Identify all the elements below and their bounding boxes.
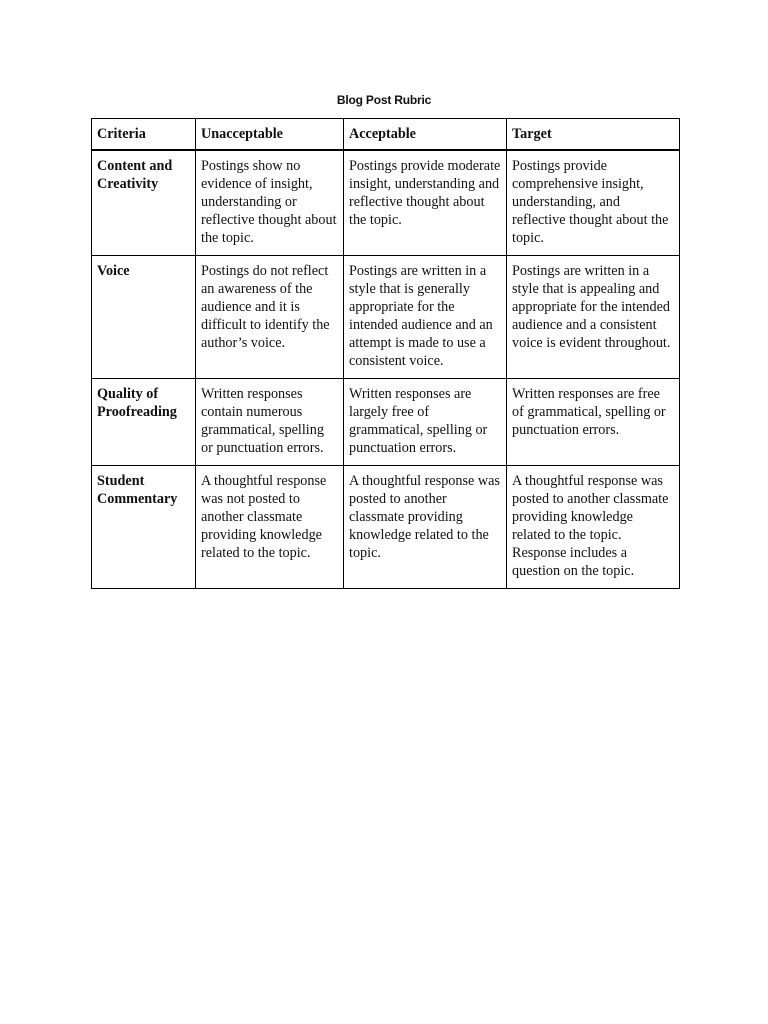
unacceptable-cell: Written responses contain numerous grammatical, spelling or punctuation errors.	[196, 379, 344, 466]
header-acceptable: Acceptable	[344, 119, 507, 151]
target-cell: Postings are written in a style that is appealing and appropriate for the intended audience and a consistent voice is evident throughout.	[507, 256, 680, 379]
acceptable-cell: Written responses are largely free of grammatical, spelling or punctuation errors.	[344, 379, 507, 466]
criteria-cell: Content and Creativity	[92, 150, 196, 256]
table-row	[92, 379, 680, 466]
table-row	[92, 150, 680, 256]
criteria-cell: Student Commentary	[92, 466, 196, 589]
rubric-table	[91, 118, 680, 589]
criteria-cell: Quality of Proofreading	[92, 379, 196, 466]
document-title: Blog Post Rubric	[336, 93, 432, 107]
table-header-row	[92, 119, 680, 151]
table-row	[92, 466, 680, 589]
target-cell: Postings provide comprehensive insight, understanding, and reflective thought about the topic.	[507, 150, 680, 256]
target-cell: Written responses are free of grammatical, spelling or punctuation errors.	[507, 379, 680, 466]
acceptable-cell: Postings provide moderate insight, understanding and reflective thought about the topic.	[344, 150, 507, 256]
unacceptable-cell: Postings do not reflect an awareness of the audience and it is difficult to identify the author’s voice.	[196, 256, 344, 379]
acceptable-cell: Postings are written in a style that is generally appropriate for the intended audience and an attempt is made to use a consistent voice.	[344, 256, 507, 379]
unacceptable-cell: Postings show no evidence of insight, understanding or reflective thought about the topic.	[196, 150, 344, 256]
criteria-cell: Voice	[92, 256, 196, 379]
target-cell: A thoughtful response was posted to another classmate providing knowledge related to the topic. Response includes a question on the topic.	[507, 466, 680, 589]
header-unacceptable: Unacceptable	[196, 119, 344, 151]
table-row	[92, 256, 680, 379]
header-criteria: Criteria	[92, 119, 196, 151]
header-target: Target	[507, 119, 680, 151]
unacceptable-cell: A thoughtful response was not posted to another classmate providing knowledge related to the topic.	[196, 466, 344, 589]
acceptable-cell: A thoughtful response was posted to another classmate providing knowledge related to the topic.	[344, 466, 507, 589]
